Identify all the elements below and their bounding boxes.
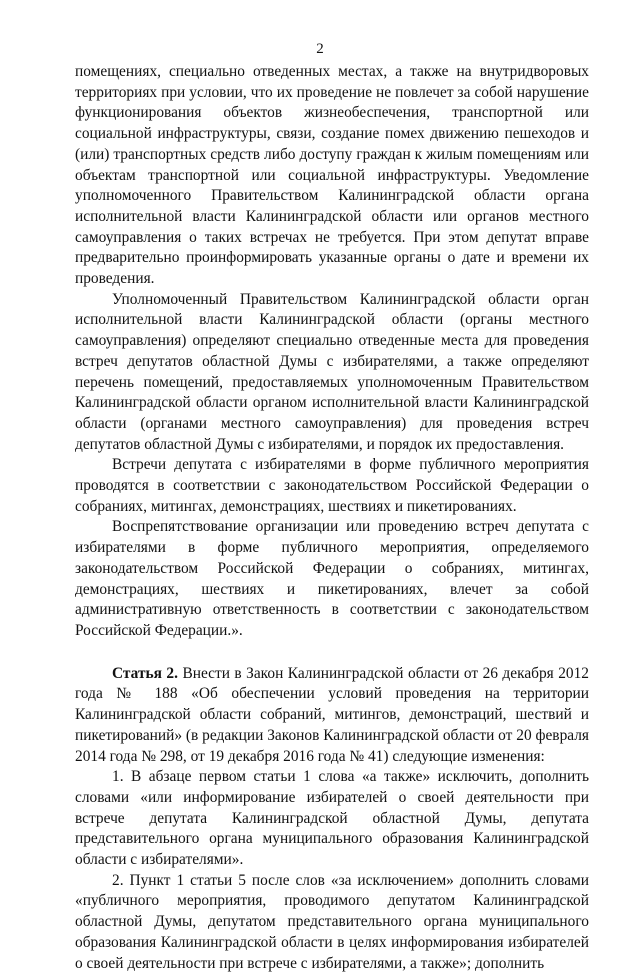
paragraph-obstruction-liability: Воспрепятствование организации или проведению встреч депутата с избирателями в форме публичного мероприятия, определяемого законодательством Российской Федерации о собраниях, митингах, демонстрациях, шествиях и пикетированиях, влечет за собой административную ответственность в соответствии с законодательством Российской Федерации.». [75,518,589,639]
article-2-text: Внести в Закон Калининградской области от 26 декабря 2012 года № 188 «Об обеспечении условий проведения на территории Калининградской области собраний, митингов, демонстраций, шествий и пикетирований» (в редакции Законов Калининградской области от 20 февраля 2014 года № 298, от 19 декабря 2016 года № 41) следующие изменения: [75,664,589,765]
document-body [75,62,589,974]
paragraph-meetings-premises: помещениях, специально отведенных местах, а также на внутридворовых территориях при условии, что их проведение не повлечет за собой нарушение функционирования объектов жизнеобеспечения, транспортной или социальной инфраструктуры, связи, создание помех движению пешеходов и (или) транспортных средств либо доступу граждан к жилым помещениям или объектам транспортной или социальной инфраструктуры. Уведомление уполномоченного Правительством Калининградской области органа исполнительной власти Калининградской области или органов местного самоуправления о таких встречах не требуется. При этом депутат вправе предварительно проинформировать указанные органы о дате и времени их проведения. [75,63,589,288]
amendment-item-1: 1. В абзаце первом статьи 1 слова «а также» исключить, дополнить словами «или информирование избирателей о своей деятельности при встрече депутата Калининградской областной Думы, депутата представительного органа муниципального образования Калининградской области с избирателями». [75,768,589,869]
amendment-item-2: 2. Пункт 1 статьи 5 после слов «за исключением» дополнить словами «публичного мероприятия, проводимого депутатом Калининградской областной Думы, депутатом представительного органа муниципального образования Калининградской области в целях информирования избирателей о своей деятельности при встрече с избирателями, а также»; дополнить [75,871,589,972]
paragraph-public-event-meetings: Встречи депутата с избирателями в форме публичного мероприятия проводятся в соответствии с законодательством Российской Федерации о собраниях, митингах, демонстрациях, шествиях и пикетированиях. [75,456,589,515]
page-number: 2 [316,41,324,57]
article-2-title: Статья 2. [112,664,178,682]
paragraph-designated-places: Уполномоченный Правительством Калининградской области орган исполнительной власти Калининградской области (органы местного самоуправления) определяют специально отведенные места для проведения встреч депутатов областной Думы с избирателями, а также определяют перечень помещений, предоставляемых уполномоченным Правительством Калининградской области органом исполнительной власти Калининградской области (органами местного самоуправления) для проведения встреч депутатов областной Думы с избирателями, и порядок их предоставления. [75,290,589,453]
article-2-paragraph [75,664,589,768]
